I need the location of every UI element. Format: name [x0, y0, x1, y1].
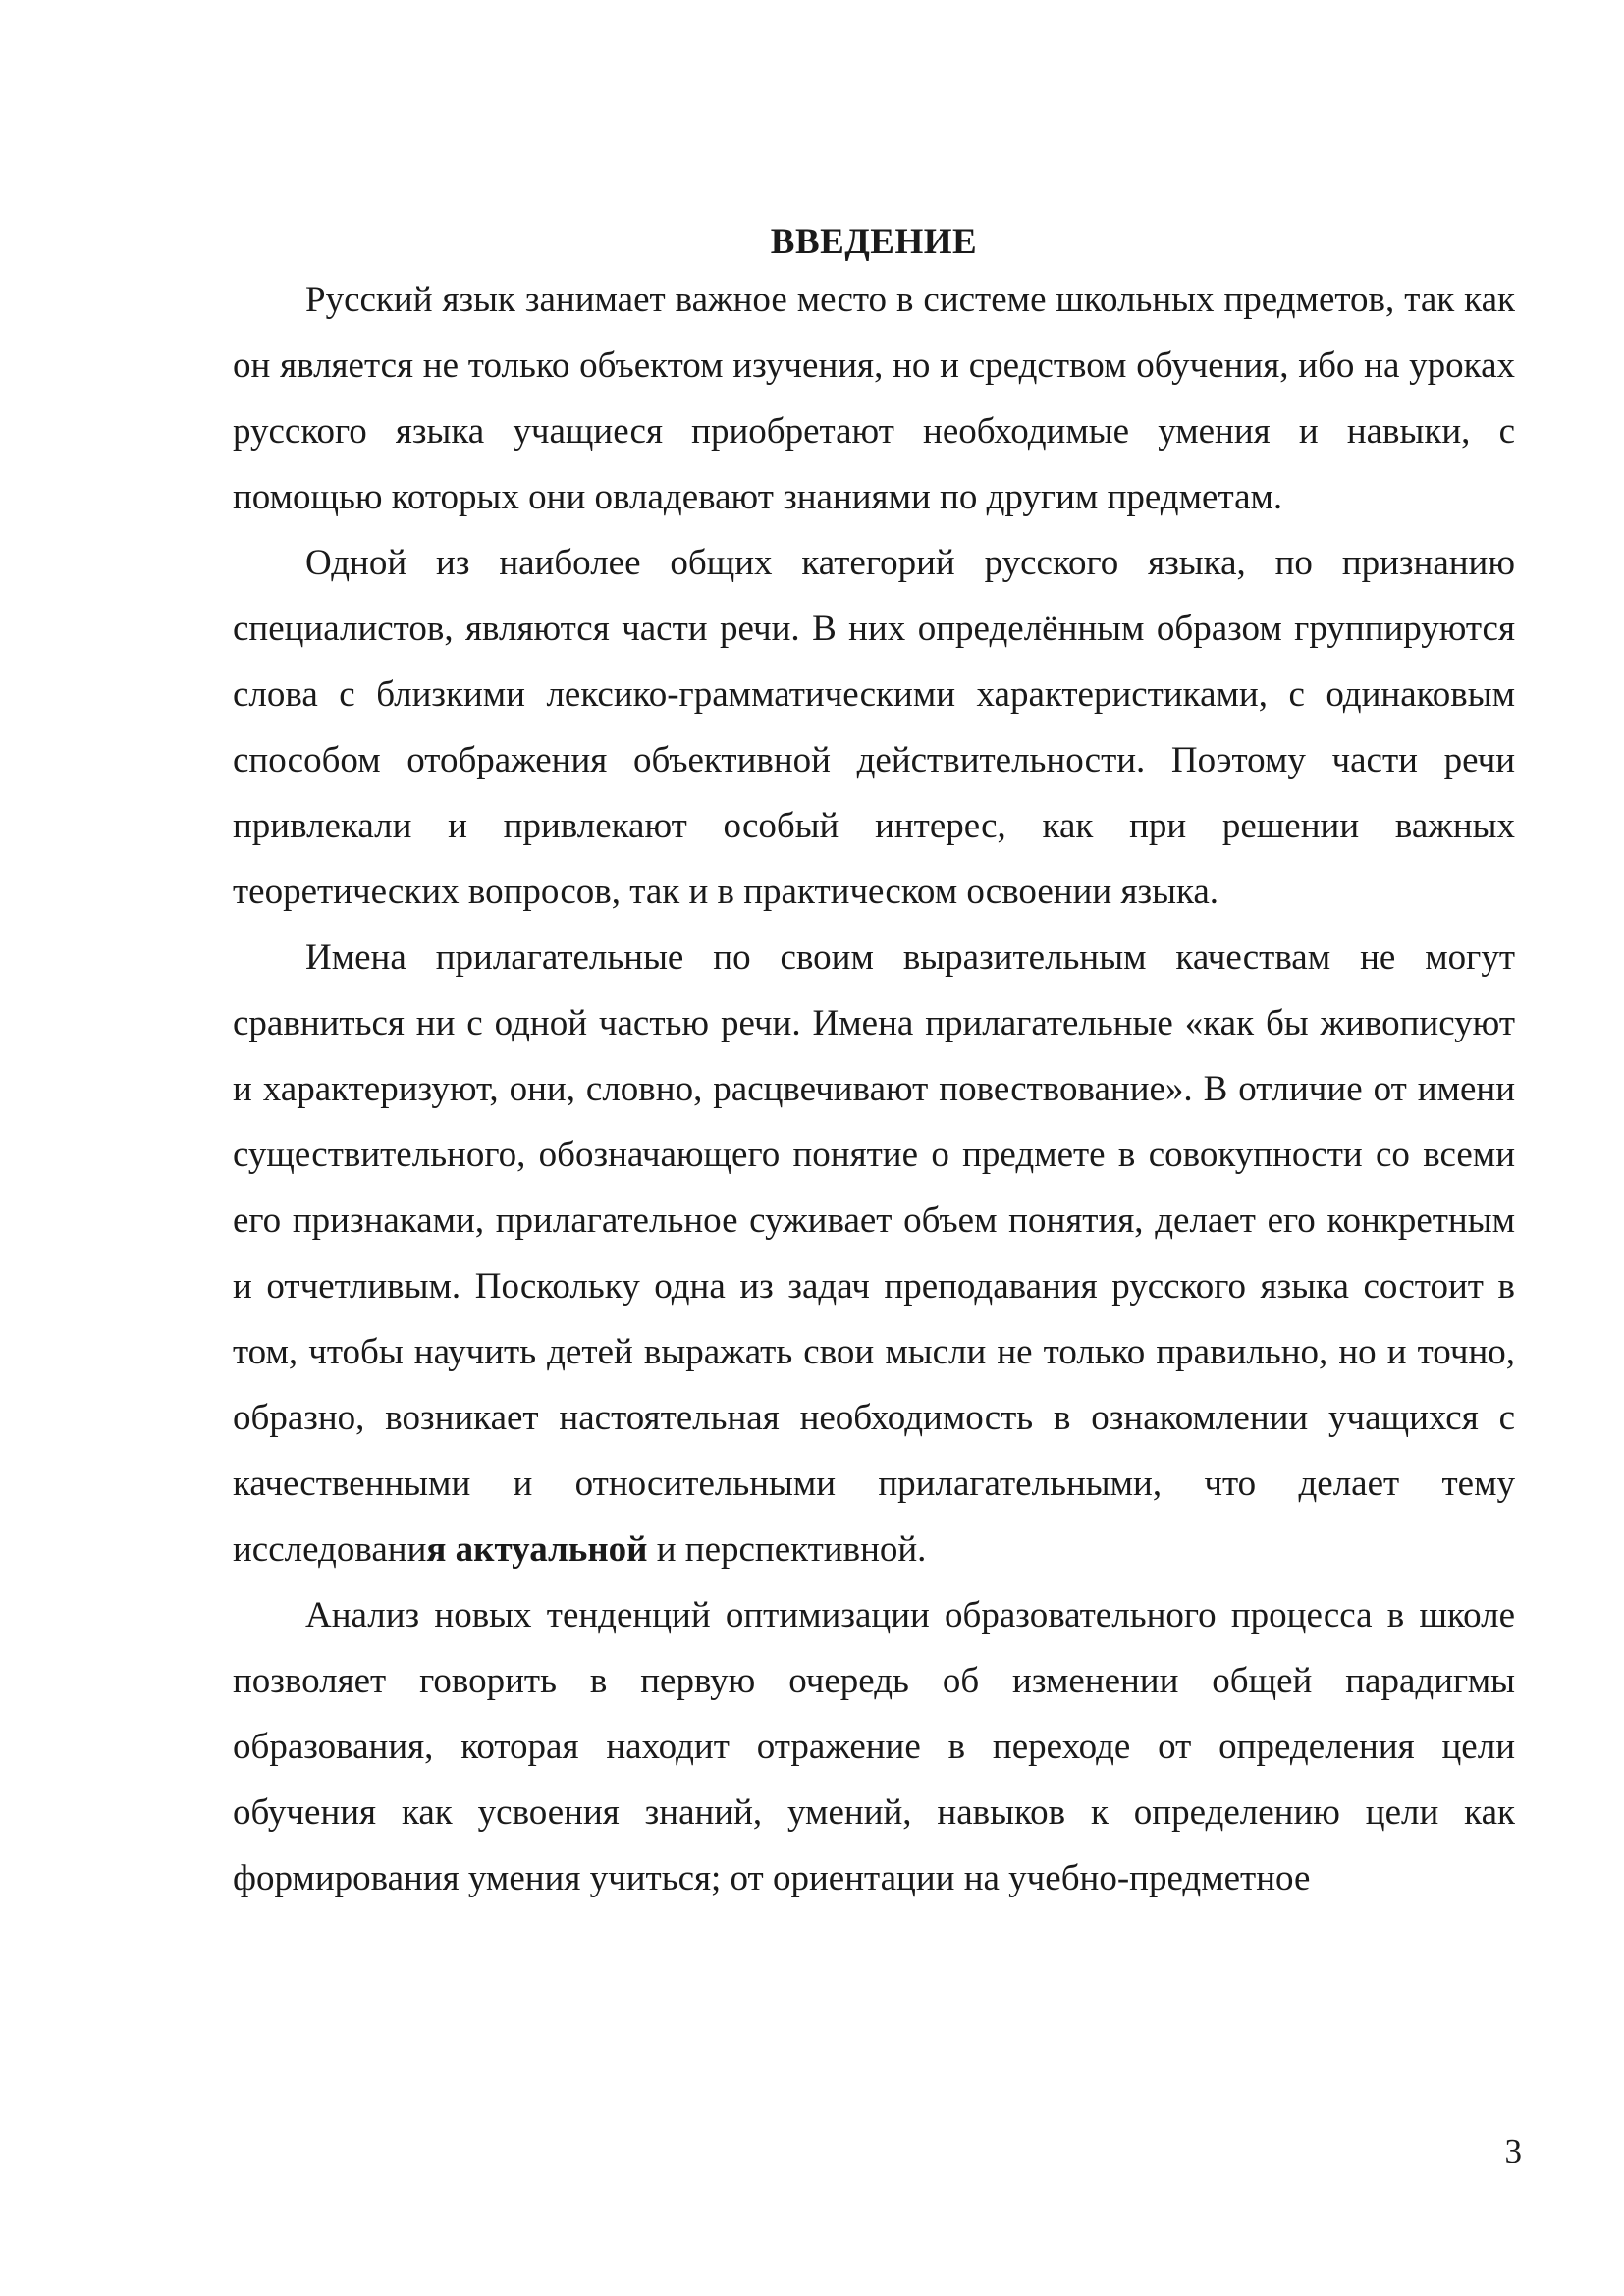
paragraph-3-text: Имена прилагательные по своим выразительным качествам не могут сравниться ни с одной частью речи. Имена прилагательные «как бы живописуют и характеризуют, они, словно, расцвечивают повествование». В отличие от имени существительного, обозначающего понятие о предмете в совокупности со всеми его признаками, прилагательное суживает объем понятия, делает его конкретным и отчетливым. Поскольку одна из задач преподавания русского языка состоит в том, чтобы научить детей выражать свои мысли не только правильно, но и точно, образно, возникает настоятельная необходимость в ознакомлении учащихся с качественными и относительными прилагательными, что делает тему исследовани — [233, 937, 1515, 1570]
paragraph-4: Анализ новых тенденций оптимизации образовательного процесса в школе позволяет говорить в первую очередь об изменении общей парадигмы образования, которая находит отражение в переходе от определения цели обучения как усвоения знаний, умений, навыков к определению цели как формирования умения учиться; от ориентации на учебно-предметное — [233, 1595, 1515, 1898]
paragraph-3 — [233, 925, 1515, 1582]
paragraph-1: Русский язык занимает важное место в системе школьных предметов, так как он является не только объектом изучения, но и средством обучения, ибо на уроках русского языка учащиеся приобретают необходимые умения и навыки, с помощью которых они овладевают знаниями по другим предметам. — [233, 280, 1515, 517]
page-number: 3 — [1504, 2132, 1522, 2170]
paragraph-2: Одной из наиболее общих категорий русского языка, по признанию специалистов, являются части речи. В них определённым образом группируются слова с близкими лексико-грамматическими характеристиками, с одинаковым способом отображения объективной действительности. Поэтому части речи привлекали и привлекают особый интерес, как при решении важных теоретических вопросов, так и в практическом освоении языка. — [233, 543, 1515, 912]
section-heading: ВВЕДЕНИЕ — [770, 222, 978, 262]
paragraph-3-bold-word: актуальной — [455, 1529, 648, 1570]
paragraph-3-bold-letter: я — [426, 1529, 447, 1570]
page-body — [233, 218, 1515, 1911]
paragraph-3-ending: и перспективной. — [647, 1529, 927, 1570]
